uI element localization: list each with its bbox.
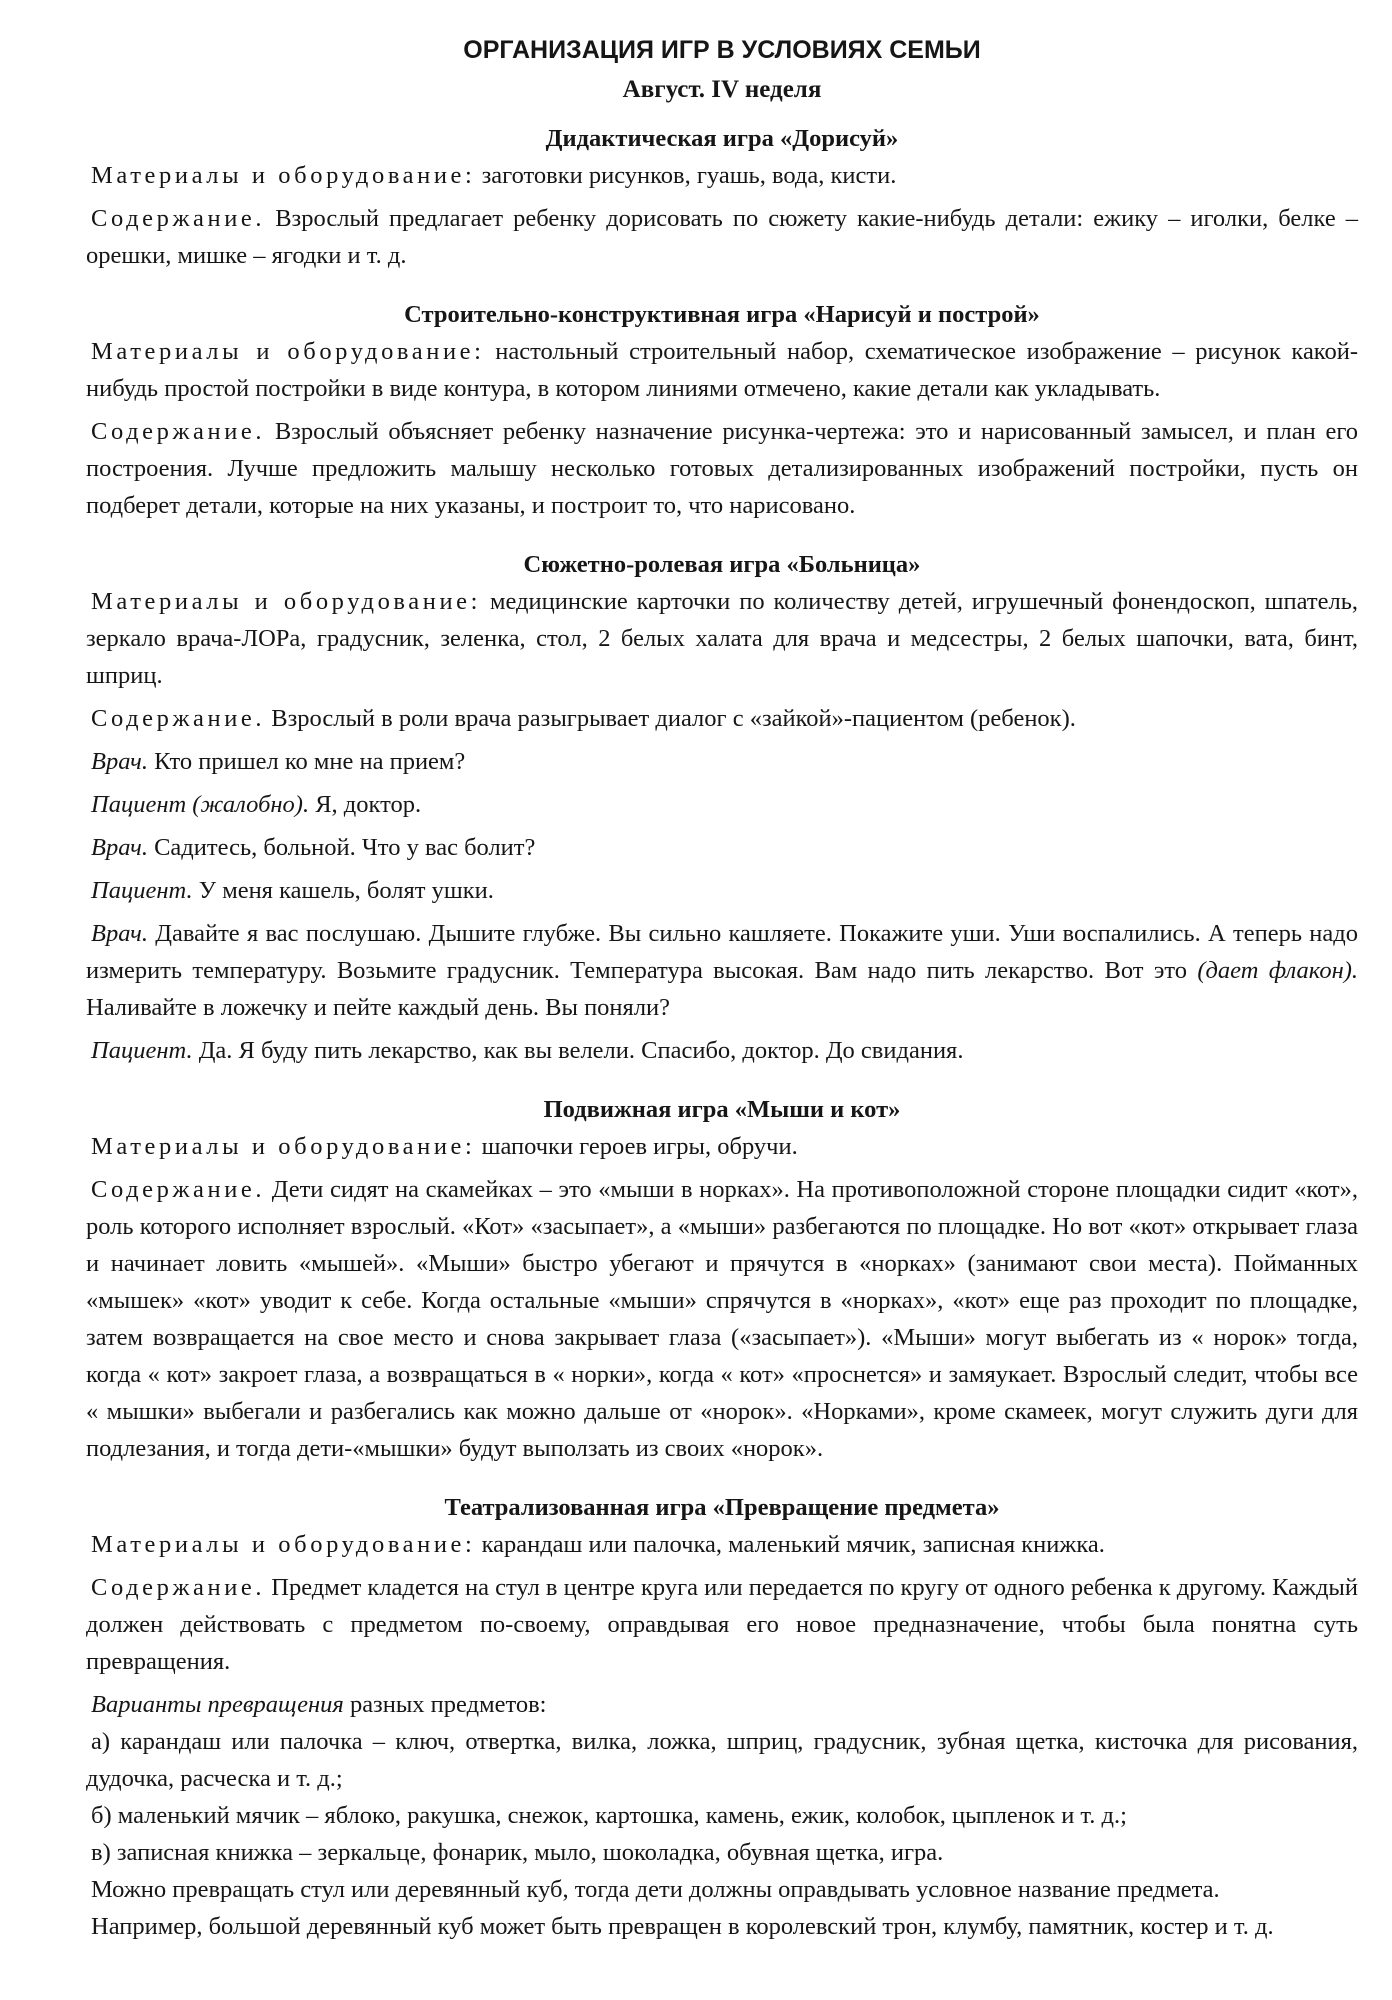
variants-tail: разных предметов: xyxy=(349,1691,547,1718)
content-paragraph xyxy=(86,700,1358,737)
content-text: Взрослый предлагает ребенку дорисовать по сюжету какие-нибудь детали: ежику – иголки, белке – орешки, мишке – ягодки и т. д. xyxy=(86,205,1359,269)
materials-label: Материалы и оборудование: xyxy=(91,1133,476,1160)
dialog-text: Садитесь, больной. Что у вас болит? xyxy=(154,834,536,861)
page-title: ОРГАНИЗАЦИЯ ИГР В УСЛОВИЯХ СЕМЬИ xyxy=(463,36,981,64)
materials-label: Материалы и оборудование: xyxy=(91,162,476,189)
materials-label: Материалы и оборудование: xyxy=(91,1531,476,1558)
content-paragraph xyxy=(86,200,1358,274)
materials-text: настольный строительный набор, схематическое изображение – рисунок какой-нибудь простой постройки в виде контура, в котором линиями отмечено, какие детали как укладывать. xyxy=(86,338,1358,402)
materials-paragraph xyxy=(86,1526,1358,1563)
materials-label: Материалы и оборудование: xyxy=(91,338,485,365)
variant-item: б) маленький мячик – яблоко, ракушка, снежок, картошка, камень, ежик, колобок, цыпленок и т. д.; xyxy=(91,1802,1127,1829)
dialog-speaker: Врач. xyxy=(91,834,148,861)
content-label: Содержание. xyxy=(91,1574,266,1601)
materials-text: заготовки рисунков, гуашь, вода, кисти. xyxy=(481,162,897,189)
content-paragraph xyxy=(86,1569,1358,1680)
dialog-line xyxy=(86,872,1358,909)
dialog-speaker: Пациент. xyxy=(91,877,193,904)
dialog-line xyxy=(86,743,1358,780)
materials-text: карандаш или палочка, маленький мячик, записная книжка. xyxy=(481,1531,1105,1558)
section-title: Дидактическая игра «Дорисуй» xyxy=(545,125,899,152)
section-construction-game xyxy=(86,296,1358,524)
materials-label: Материалы и оборудование: xyxy=(91,588,482,615)
content-text: Взрослый объясняет ребенку назначение рисунка-чертежа: это и нарисованный замысел, и план его построения. Лучше предложить малышу несколько готовых детализированных изображений постройки, пусть он подберет детали, которые на них указаны, и построит то, что нарисовано. xyxy=(86,418,1359,519)
content-label: Содержание. xyxy=(91,705,266,732)
dialog-text: У меня кашель, болят ушки. xyxy=(198,877,494,904)
dialog-speaker: Пациент. xyxy=(91,1037,193,1064)
note-paragraph: Например, большой деревянный куб может быть превращен в королевский трон, клумбу, памятник, костер и т. д. xyxy=(91,1913,1274,1940)
materials-paragraph xyxy=(86,583,1358,694)
variants-label: Варианты превращения xyxy=(91,1691,344,1718)
week-subtitle: Август. IV неделя xyxy=(622,76,822,103)
materials-text: медицинские карточки по количеству детей, игрушечный фонендоскоп, шпатель, зеркало врача-ЛОРа, градусник, зеленка, стол, 2 белых халата для врача и медсестры, 2 белых шапочки, вата, бинт, шприц. xyxy=(86,588,1358,689)
dialog-line xyxy=(86,915,1358,1026)
variant-item: в) записная книжка – зеркальце, фонарик, мыло, шоколадка, обувная щетка, игра. xyxy=(91,1839,944,1866)
dialog-text: Давайте я вас послушаю. Дышите глубже. Вы сильно кашляете. Покажите уши. Уши воспалились. А теперь надо измерить температуру. Возьмите градусник. Температура высокая. Вам надо пить лекарство. Вот это xyxy=(86,920,1359,984)
section-active-game xyxy=(86,1091,1358,1467)
dialog-line xyxy=(86,829,1358,866)
dialog-line xyxy=(86,1032,1358,1069)
section-title: Сюжетно-ролевая игра «Больница» xyxy=(523,551,921,578)
materials-paragraph xyxy=(86,1128,1358,1165)
variants-heading xyxy=(86,1686,1358,1723)
dialog-speaker: Пациент (жалобно). xyxy=(91,791,310,818)
section-title: Театрализованная игра «Превращение предмета» xyxy=(444,1494,1000,1521)
materials-text: шапочки героев игры, обручи. xyxy=(481,1133,798,1160)
materials-paragraph xyxy=(86,157,1358,194)
variants-list xyxy=(86,1686,1358,1945)
variant-item: а) карандаш или палочка – ключ, отвертка, вилка, ложка, шприц, градусник, зубная щетка, кисточка для рисования, дудочка, расческа и т. д.; xyxy=(86,1728,1358,1792)
content-text: Дети сидят на скамейках – это «мыши в норках». На противоположной стороне площадки сидит «кот», роль которого исполняет взрослый. «Кот» «засыпает», а «мыши» разбегаются по площадке. Но вот «кот» открывает глаза и начинает ловить «мышей». «Мыши» быстро убегают и прячутся в «норках» (занимают свои места). Пойманных «мышек» «кот» уводит к себе. Когда остальные «мыши» спрячутся в «норках», «кот» еще раз проходит по площадке, затем возвращается на свое место и снова закрывает глаза («засыпает»). «Мыши» могут выбегать из « норок» тогда, когда « кот» закроет глаза, а возвращаться в « норки», когда « кот» «проснется» и замяукает. Взрослый следит, чтобы все « мышки» выбегали и разбегались как можно дальше от «норок». «Норками», кроме скамеек, могут служить дуги для подлезания, и тогда дети-«мышки» будут выползать из своих «норок». xyxy=(86,1176,1359,1462)
section-didactic-game xyxy=(86,120,1358,274)
note-paragraph: Можно превращать стул или деревянный куб, тогда дети должны оправдывать условное название предмета. xyxy=(91,1876,1220,1903)
dialog-speaker: Врач. xyxy=(91,748,148,775)
section-role-play-game xyxy=(86,546,1358,1069)
document-page xyxy=(86,30,1358,1945)
content-label: Содержание. xyxy=(91,418,266,445)
dialog-text: Кто пришел ко мне на прием? xyxy=(154,748,466,775)
content-text: Взрослый в роли врача разыгрывает диалог с «зайкой»-пациентом (ребенок). xyxy=(271,705,1076,732)
content-text: Предмет кладется на стул в центре круга или передается по кругу от одного ребенка к другому. Каждый должен действовать с предметом по-своему, оправдывая его новое предназначение, чтобы была понятна суть превращения. xyxy=(86,1574,1359,1675)
dialog-text: Я, доктор. xyxy=(315,791,422,818)
section-title: Строительно-конструктивная игра «Нарисуй и построй» xyxy=(404,301,1040,328)
section-theatre-game xyxy=(86,1489,1358,1945)
dialog-aside: (дает флакон). xyxy=(1197,957,1359,984)
materials-paragraph xyxy=(86,333,1358,407)
dialog-line xyxy=(86,786,1358,823)
content-paragraph xyxy=(86,1171,1358,1467)
dialog-text-tail: Наливайте в ложечку и пейте каждый день. Вы поняли? xyxy=(86,994,671,1021)
content-paragraph xyxy=(86,413,1358,524)
content-label: Содержание. xyxy=(91,205,266,232)
dialog-speaker: Врач. xyxy=(91,920,148,947)
dialog-text: Да. Я буду пить лекарство, как вы велели. Спасибо, доктор. До свидания. xyxy=(198,1037,964,1064)
section-title: Подвижная игра «Мыши и кот» xyxy=(543,1096,901,1123)
content-label: Содержание. xyxy=(91,1176,266,1203)
